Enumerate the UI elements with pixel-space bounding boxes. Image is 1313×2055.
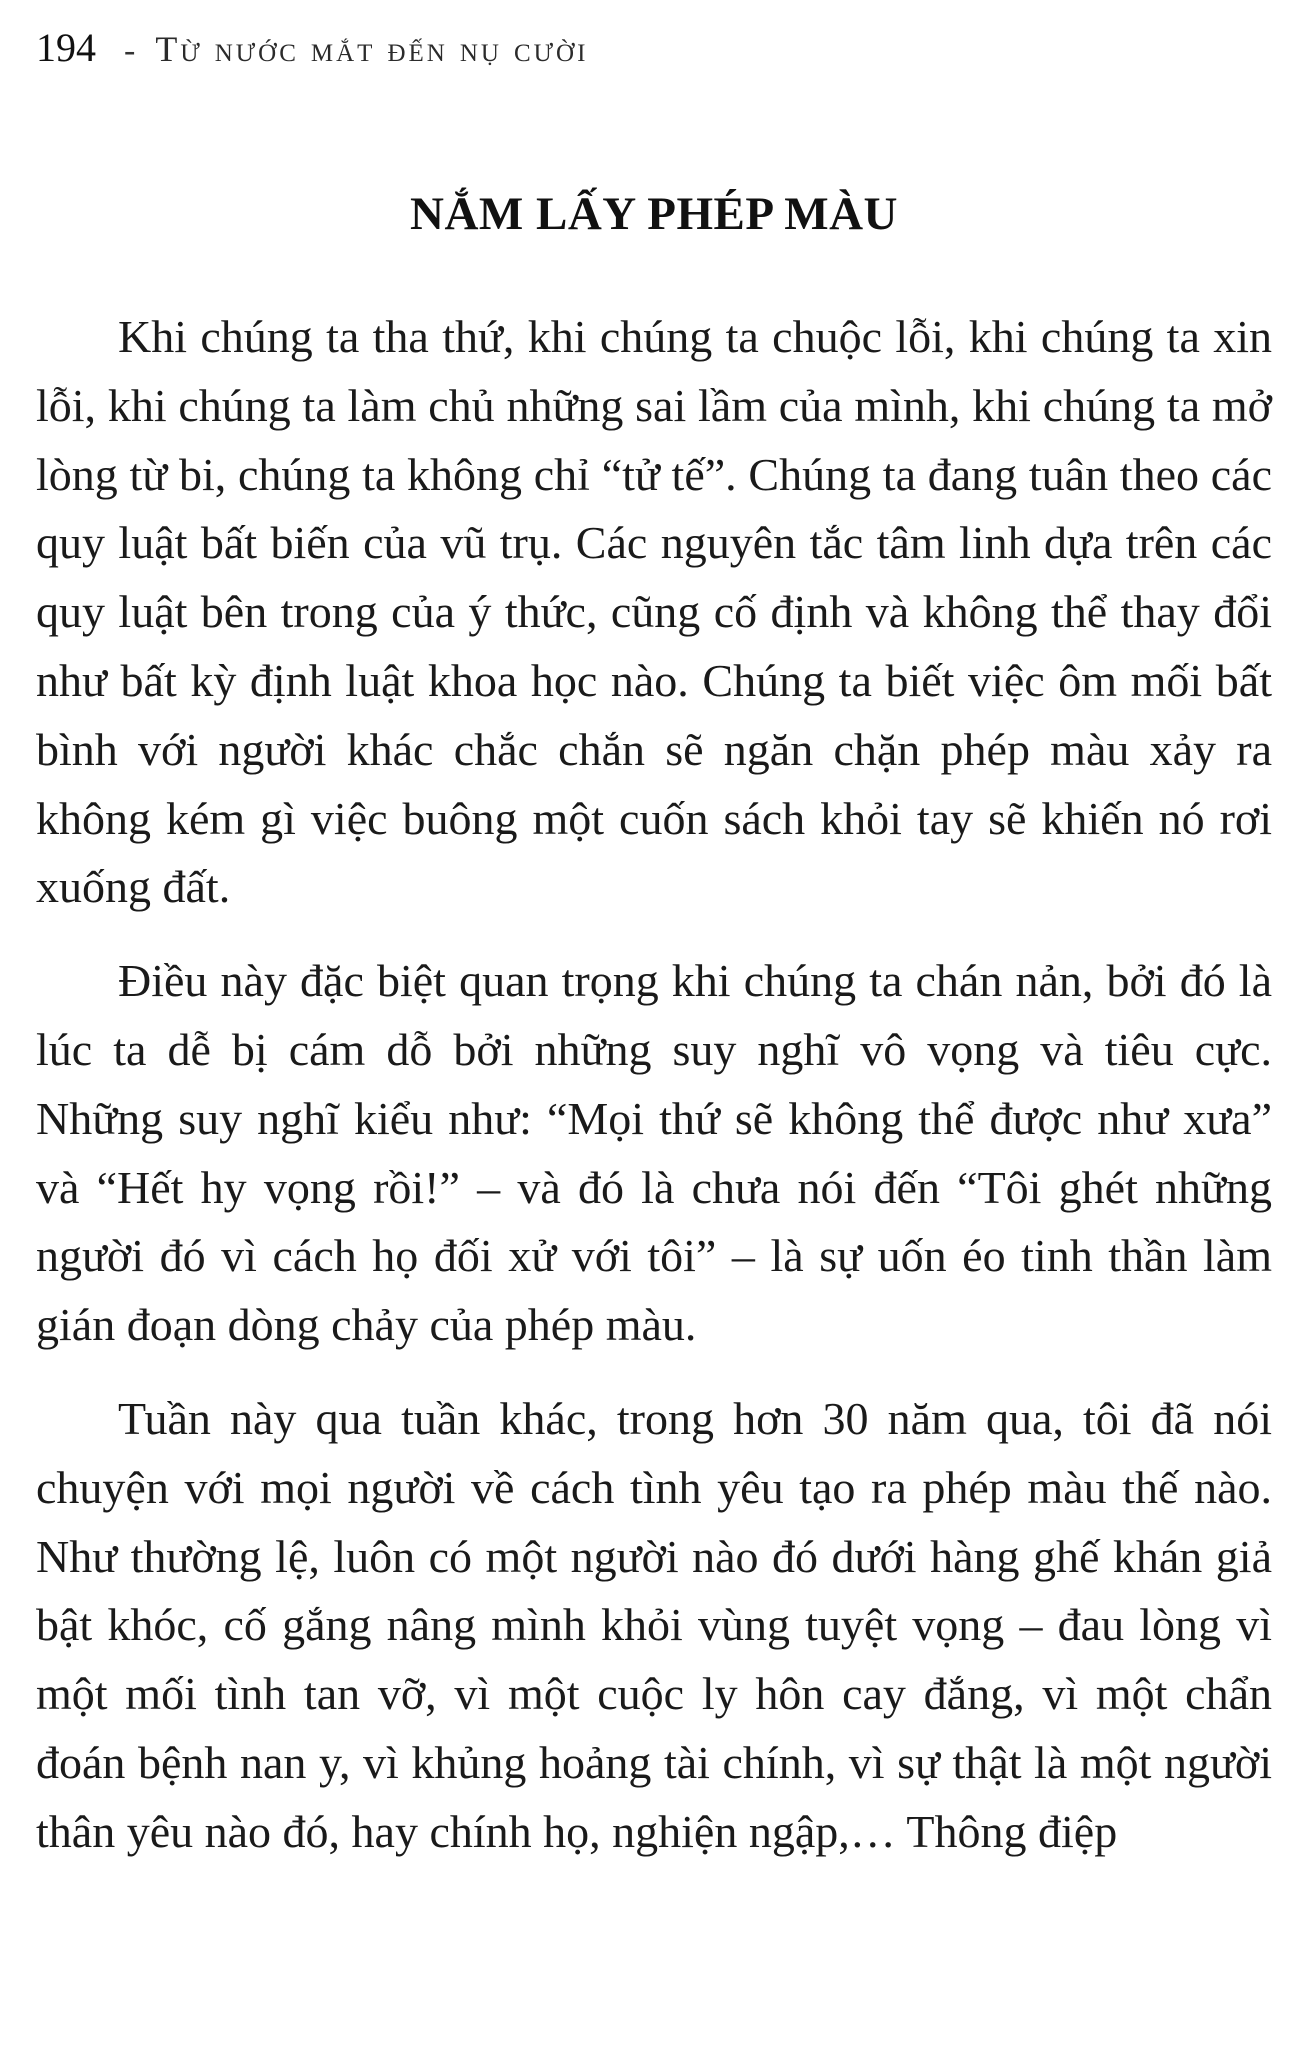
- paragraph-3: Tuần này qua tuần khác, trong hơn 30 năm qua, tôi đã nói chuyện với mọi người về cách tình yêu tạo ra phép màu thế nào. Như thường lệ, luôn có một người nào đó dưới hàng ghế khán giả bật khóc, cố gắng nâng mình khỏi vùng tuyệt vọng – đau lòng vì một mối tình tan vỡ, vì một cuộc ly hôn cay đắng, vì một chẩn đoán bệnh nan y, vì khủng hoảng tài chính, vì sự thật là một người thân yêu nào đó, hay chính họ, nghiện ngập,… Thông điệp: [36, 1392, 1272, 1857]
- book-page: [36, 24, 1272, 1892]
- running-header: [36, 24, 1272, 74]
- chapter-title: NẮM LẤY PHÉP MÀU: [410, 188, 898, 240]
- book-title: Từ nước mắt đến nụ cười: [155, 29, 589, 69]
- body-text: [36, 303, 1272, 1867]
- page-number: 194: [36, 25, 96, 70]
- header-separator: -: [124, 32, 136, 69]
- paragraph-2: Điều này đặc biệt quan trọng khi chúng ta chán nản, bởi đó là lúc ta dễ bị cám dỗ bởi những suy nghĩ vô vọng và tiêu cực. Những suy nghĩ kiểu như: “Mọi thứ sẽ không thể được như xưa” và “Hết hy vọng rồi!” – và đó là chưa nói đến “Tôi ghét những người đó vì cách họ đối xử với tôi” – là sự uốn éo tinh thần làm gián đoạn dòng chảy của phép màu.: [36, 955, 1272, 1351]
- paragraph-1: Khi chúng ta tha thứ, khi chúng ta chuộc lỗi, khi chúng ta xin lỗi, khi chúng ta làm chủ những sai lầm của mình, khi chúng ta mở lòng từ bi, chúng ta không chỉ “tử tế”. Chúng ta đang tuân theo các quy luật bất biến của vũ trụ. Các nguyên tắc tâm linh dựa trên các quy luật bên trong của ý thức, cũng cố định và không thể thay đổi như bất kỳ định luật khoa học nào. Chúng ta biết việc ôm mối bất bình với người khác chắc chắn sẽ ngăn chặn phép màu xảy ra không kém gì việc buông một cuốn sách khỏi tay sẽ khiến nó rơi xuống đất.: [36, 311, 1272, 913]
